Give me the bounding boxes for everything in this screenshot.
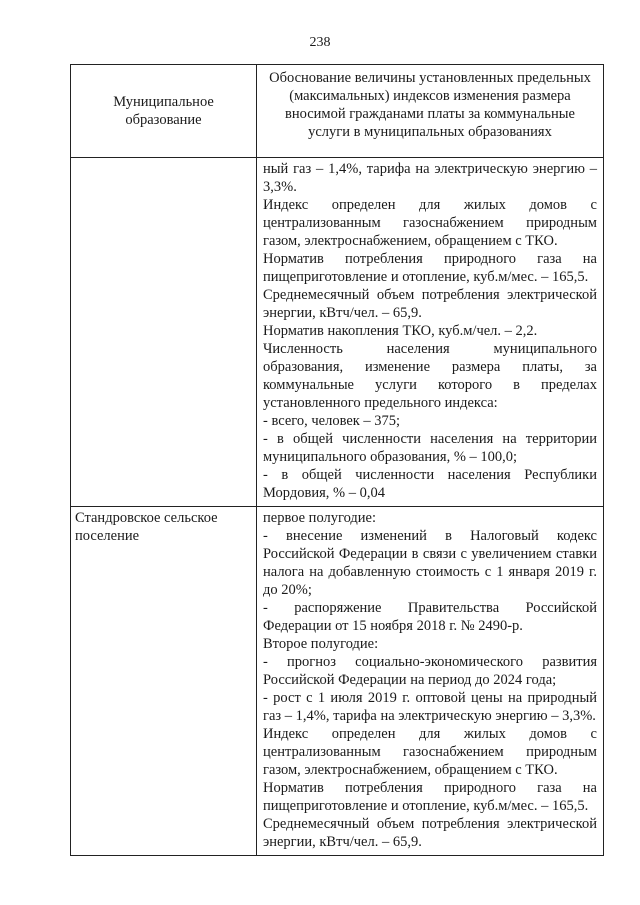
justification-line: - всего, человек – 375; xyxy=(263,413,401,429)
justification-line: - прогноз социально-экономического развития Российской Федерации на период до 2024 года; xyxy=(263,654,597,688)
justification-line: Среднемесячный объем потребления электрической энергии, кВтч/чел. – 65,9. xyxy=(263,287,597,321)
justification-line: Норматив накопления ТКО, куб.м/чел. – 2,2. xyxy=(263,323,538,339)
table-header-row xyxy=(71,65,604,158)
justification-line: ный газ – 1,4%, тарифа на электрическую энергию – 3,3%. xyxy=(263,161,597,195)
municipality-cell xyxy=(71,507,257,856)
header-municipality: Муниципальное образование xyxy=(113,94,214,128)
justification-line: Среднемесячный объем потребления электрической энергии, кВтч/чел. – 65,9. xyxy=(263,816,597,850)
justification-line: Норматив потребления природного газа на пищеприготовление и отопление, куб.м/мес. – 165,5. xyxy=(263,251,597,285)
justification-line: - внесение изменений в Налоговый кодекс Российской Федерации в связи с увеличением ставки налога на добавленную стоимость с 1 января 2019 г. до 20%; xyxy=(263,528,597,598)
justification-line: Индекс определен для жилых домов с централизованным газоснабжением природным газом, электроснабжением, обращением с ТКО. xyxy=(263,726,597,778)
page-number: 238 xyxy=(309,35,331,50)
municipality-cell xyxy=(71,158,257,507)
header-justification: Обоснование величины установленных предельных (максимальных) индексов изменения размера вносимой гражданами платы за коммунальные услуги в муниципальных образованиях xyxy=(269,70,591,140)
justification-line: первое полугодие: xyxy=(263,510,377,526)
header-cell-justification xyxy=(257,65,604,158)
justification-line: Численность населения муниципального образования, изменение размера платы, за коммунальные услуги которого в пределах установленного предельного индекса: xyxy=(263,341,597,411)
justification-cell xyxy=(257,158,604,507)
justification-line: - в общей численности населения Республики Мордовия, % – 0,04 xyxy=(263,467,597,501)
municipality-name xyxy=(71,158,256,162)
table-row xyxy=(71,507,604,856)
municipality-name: Стандровское сельское поселение xyxy=(75,510,218,544)
index-justification-table xyxy=(70,64,604,856)
justification-line: - рост с 1 июля 2019 г. оптовой цены на природный газ – 1,4%, тарифа на электрическую энергию – 3,3%. xyxy=(263,690,597,724)
justification-cell xyxy=(257,507,604,856)
justification-line: - распоряжение Правительства Российской Федерации от 15 ноября 2018 г. № 2490-р. xyxy=(263,600,597,634)
justification-line: - в общей численности населения на территории муниципального образования, % – 100,0; xyxy=(263,431,597,465)
justification-line: Индекс определен для жилых домов с централизованным газоснабжением природным газом, электроснабжением, обращением с ТКО. xyxy=(263,197,597,249)
justification-line: Второе полугодие: xyxy=(263,636,379,652)
justification-line: Норматив потребления природного газа на пищеприготовление и отопление, куб.м/мес. – 165,5. xyxy=(263,780,597,814)
table-row xyxy=(71,158,604,507)
header-cell-municipality xyxy=(71,65,257,158)
